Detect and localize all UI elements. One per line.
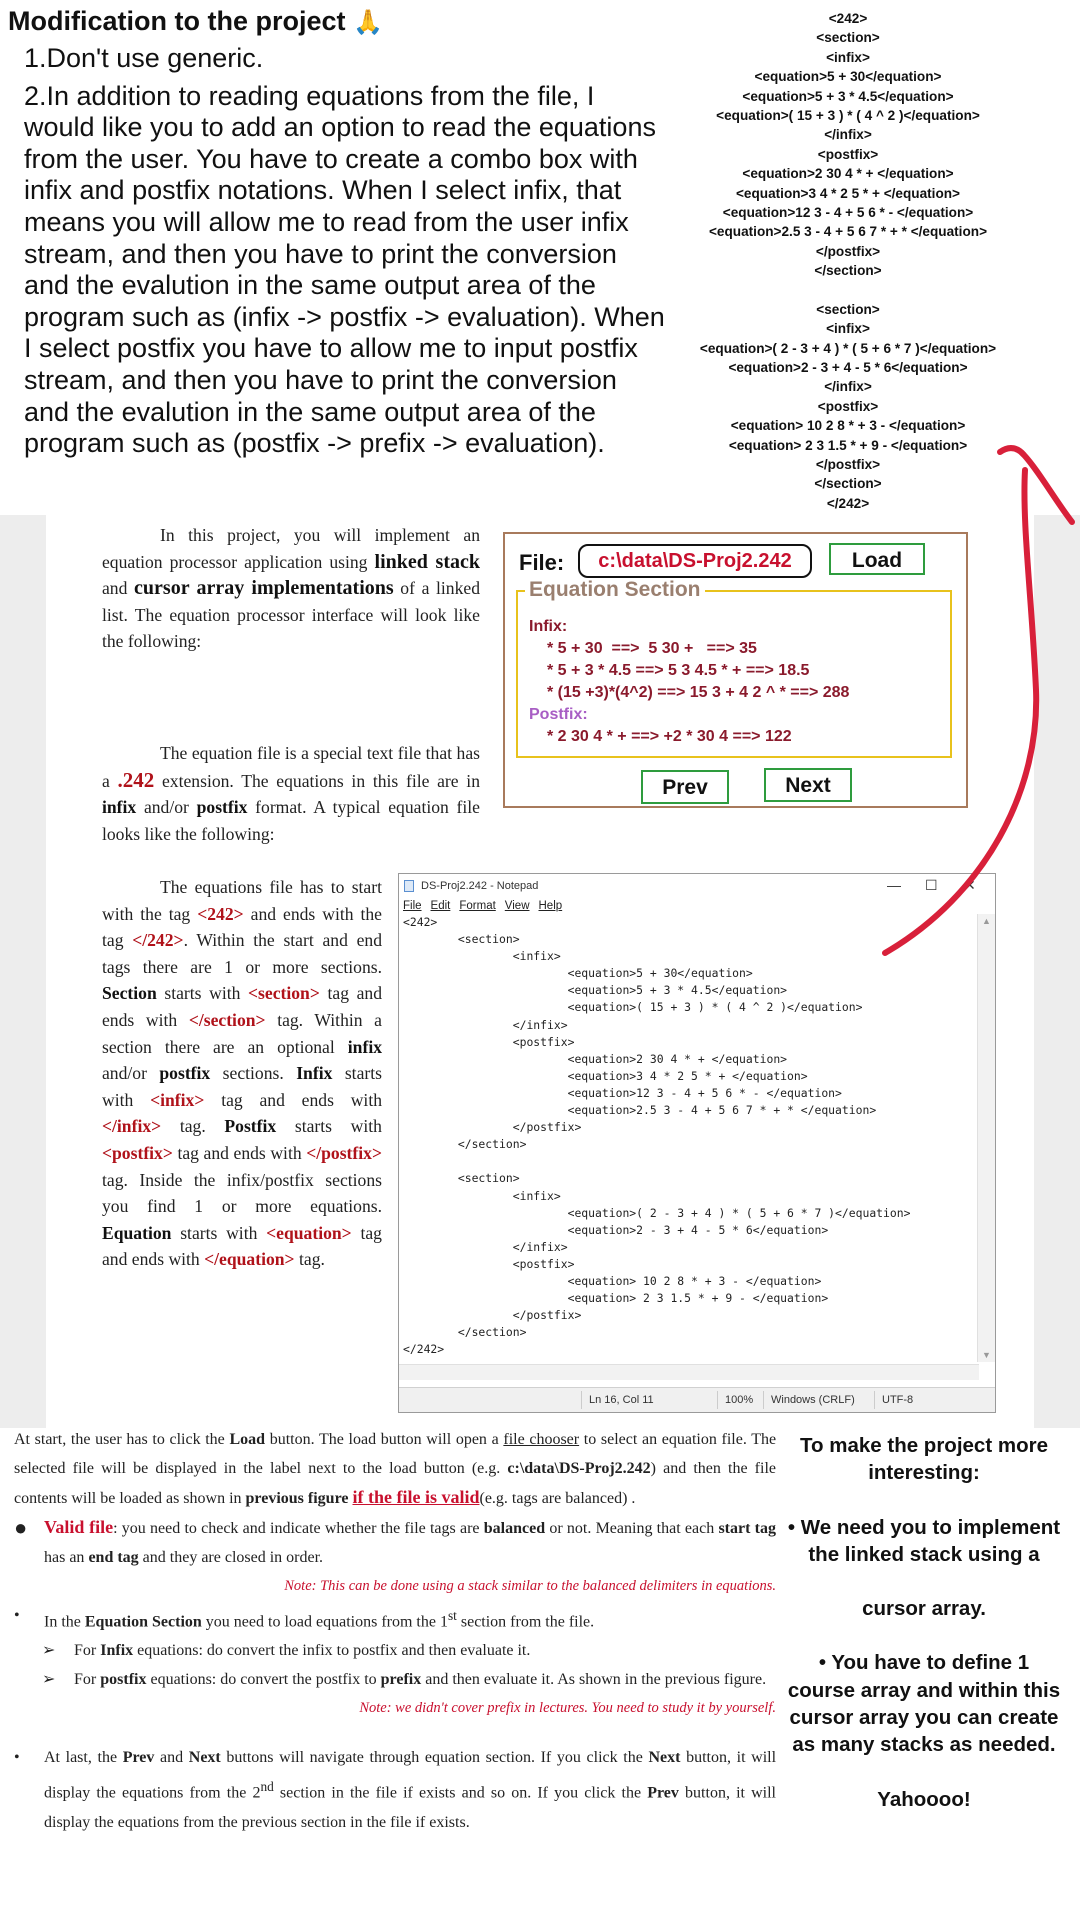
- xml-line: <equation>( 15 + 3 ) * ( 4 ^ 2 )</equation>: [716, 107, 980, 123]
- xml-line: <equation> 10 2 8 * + 3 - </equation>: [730, 418, 966, 434]
- notepad-line: <infix>: [403, 1188, 561, 1203]
- maximize-icon[interactable]: ☐: [925, 877, 938, 893]
- notepad-line: </postfix>: [403, 1308, 582, 1323]
- status-encoding: UTF-8: [882, 1394, 914, 1406]
- postfix-header: Postfix:: [529, 706, 588, 723]
- notepad-line: </section>: [403, 1137, 527, 1152]
- xml-line: <section>: [816, 301, 880, 317]
- instructions: [14, 1425, 776, 1837]
- xml-line: </postfix>: [815, 456, 881, 472]
- notepad-titlebar: [399, 874, 995, 898]
- notepad-line: <section>: [403, 932, 520, 947]
- notepad-line: <242>: [403, 915, 438, 929]
- status-position: Ln 16, Col 11: [589, 1394, 654, 1406]
- notepad-line: <equation>( 15 + 3 ) * ( 4 ^ 2 )</equation>: [403, 1000, 863, 1015]
- xml-line: <equation>( 2 - 3 + 4 ) * ( 5 + 6 * 7 )</equation>: [699, 340, 997, 356]
- requirement-item: 2.In addition to reading equations from the file, I would like you to add an option to read the equations from the user. You have to create a combo box with infix and postfix notations. When I select infix, that means you will allow me to read from the user infix stream, and then you have to print the conversion and the evalution in the same output area of the program such as (infix -> postfix -> evaluation). When I select postfix you have to allow me to input postfix stream, and then you have to print the conversion and the evalution in the same output area of the program such as (postfix -> prefix -> evaluation).: [24, 80, 665, 459]
- notepad-line: <equation>2.5 3 - 4 + 5 6 7 * + * </equation>: [403, 1103, 877, 1118]
- xml-line: <postfix>: [817, 398, 879, 414]
- requirements-list: [8, 43, 668, 460]
- xml-line: <section>: [816, 30, 880, 46]
- equation-section-title: Equation Section: [525, 578, 705, 602]
- notepad-line: <equation>( 2 - 3 + 4 ) * ( 5 + 6 * 7 )</equation>: [403, 1205, 911, 1220]
- sub-bullet-postfix: ➢ For postfix equations: do convert the postfix to prefix and then evaluate it. As shown in the previous figure.: [42, 1671, 767, 1689]
- notepad-line: </postfix>: [403, 1120, 582, 1135]
- infix-line: * 5 + 3 * 4.5 ==> 5 3 4.5 * + ==> 18.5: [547, 662, 810, 679]
- xml-line: <equation>5 + 3 * 4.5</equation>: [742, 88, 954, 104]
- notepad-line: </infix>: [403, 1017, 568, 1032]
- bonus-line: cursor array.: [862, 1597, 986, 1621]
- xml-line: <equation>2 - 3 + 4 - 5 * 6</equation>: [728, 360, 968, 376]
- note-stack: Note: This can be done using a stack similar to the balanced delimiters in equations.: [284, 1578, 776, 1594]
- notepad-window: [398, 873, 996, 1413]
- xml-line: </section>: [814, 263, 882, 279]
- bonus-note: [786, 1432, 1062, 1813]
- notepad-text-area[interactable]: [403, 914, 975, 1358]
- bullet-valid-file: ● Valid file: you need to check and indicate whether the file tags are balanced or not. Meaning that each start tag has an end tag and they are closed in order.: [14, 1515, 776, 1566]
- xml-line: </infix>: [824, 127, 872, 143]
- xml-line: [672, 280, 1024, 299]
- minimize-icon[interactable]: —: [887, 877, 901, 893]
- xml-line: <equation> 2 3 1.5 * + 9 - </equation>: [728, 437, 968, 453]
- notepad-line: <equation>3 4 * 2 5 * + </equation>: [403, 1068, 808, 1083]
- bonus-line: • You have to define 1 course array and within this cursor array you can create as many stacks as needed.: [787, 1651, 1061, 1757]
- notepad-menubar: [403, 900, 571, 912]
- intro-paragraph: In this project, you will implement an equation processor application using linked stack and cursor array implementations of a linked list. The equation processor interface will look like the following:: [102, 525, 480, 652]
- bullet-equation-section: • In the Equation Section you need to load equations from the 1st section from the file.: [14, 1607, 595, 1631]
- bonus-line: Yahoooo!: [877, 1787, 971, 1811]
- notepad-icon: [404, 880, 414, 892]
- xml-line: <equation>5 + 30</equation>: [754, 69, 942, 85]
- infix-line: * (15 +3)*(4^2) ==> 15 3 + 4 2 ^ * ==> 288: [547, 684, 850, 701]
- pray-icon: 🙏: [353, 9, 383, 36]
- file-format-paragraph: The equation file is a special text file that has a .242 extension. The equations in this file are in infix and/or postfix format. A typical equation file looks like the following:: [102, 743, 480, 844]
- note-prefix: Note: we didn't cover prefix in lectures. You need to study it by yourself.: [359, 1700, 776, 1717]
- notepad-line: </242>: [403, 1342, 445, 1357]
- menu-file[interactable]: File: [403, 900, 422, 912]
- sub-bullet-infix: ➢ For Infix equations: do convert the infix to postfix and then evaluate it.: [42, 1642, 531, 1660]
- bullet-navigation: • At last, the Prev and Next buttons will navigate through equation section. If you click the Next button, it will display the equations from the 2nd section in the file if exists and so on. If you click the Prev button, it will display the equations from the previous section in the file if exists.: [14, 1749, 777, 1831]
- xml-line: </section>: [814, 476, 882, 492]
- notepad-line: <equation>2 - 3 + 4 - 5 * 6</equation>: [403, 1222, 829, 1237]
- notepad-line: <section>: [403, 1171, 520, 1186]
- infix-header: Infix:: [529, 618, 568, 635]
- xml-line: <postfix>: [817, 146, 879, 162]
- notepad-line: <equation>5 + 30</equation>: [403, 966, 753, 981]
- horizontal-scrollbar[interactable]: [399, 1364, 979, 1380]
- notepad-line: <equation> 10 2 8 * + 3 - </equation>: [403, 1273, 822, 1288]
- status-eol: Windows (CRLF): [771, 1394, 855, 1406]
- menu-format[interactable]: Format: [459, 900, 496, 912]
- scroll-up-icon[interactable]: ▲: [982, 916, 991, 926]
- notepad-title: DS-Proj2.242 - Notepad: [421, 880, 539, 892]
- equation-output: [529, 616, 849, 748]
- notepad-line: <postfix>: [403, 1034, 575, 1049]
- xml-line: <equation>12 3 - 4 + 5 6 * - </equation>: [722, 204, 974, 220]
- notepad-line: <equation>5 + 3 * 4.5</equation>: [403, 983, 788, 998]
- file-label: File:: [519, 550, 565, 575]
- vertical-scrollbar[interactable]: [977, 914, 995, 1362]
- xml-line: <infix>: [826, 49, 870, 65]
- notepad-line: </section>: [403, 1325, 527, 1340]
- bonus-line: To make the project more interesting:: [800, 1434, 1048, 1485]
- notepad-statusbar: [399, 1387, 995, 1412]
- xml-line: </242>: [826, 495, 870, 511]
- xml-line: <equation>2.5 3 - 4 + 5 6 7 * + * </equation>: [708, 224, 988, 240]
- notepad-line: <equation> 2 3 1.5 * + 9 - </equation>: [403, 1291, 829, 1306]
- menu-edit[interactable]: Edit: [430, 900, 451, 912]
- status-zoom: 100%: [725, 1394, 754, 1406]
- notepad-line: <equation>12 3 - 4 + 5 6 * - </equation>: [403, 1085, 842, 1100]
- load-button[interactable]: Load: [829, 543, 925, 575]
- prev-button[interactable]: Prev: [641, 770, 729, 804]
- equation-processor-mockup: [503, 532, 968, 808]
- notepad-line: <equation>2 30 4 * + </equation>: [403, 1051, 788, 1066]
- xml-line: <equation>3 4 * 2 5 * + </equation>: [735, 185, 960, 201]
- modification-title: Modification to the project 🙏: [8, 6, 383, 36]
- tags-paragraph: The equations file has to start with the tag <242> and ends with the tag </242>. Within the start and end tags there are 1 or more sections. Section starts with <section> tag and ends with </section> tag. Within a section there are an optional infix and/or postfix sections. Infix starts with <infix> tag and ends with </infix> tag. Postfix starts with <postfix> tag and ends with </postfix> tag. Inside the infix/postfix sections you find 1 or more equations. Equation starts with <equation> tag and ends with </equation> tag.: [102, 877, 383, 1270]
- xml-line: </infix>: [824, 379, 872, 395]
- xml-line: </postfix>: [815, 243, 881, 259]
- notepad-line: [403, 1153, 975, 1170]
- close-icon[interactable]: ✕: [964, 877, 976, 893]
- scroll-down-icon[interactable]: ▼: [982, 1350, 991, 1360]
- notepad-line: </infix>: [403, 1239, 568, 1254]
- menu-help[interactable]: Help: [538, 900, 563, 912]
- xml-sample: [672, 9, 1024, 513]
- xml-line: <equation>2 30 4 * + </equation>: [742, 166, 954, 182]
- requirements-block: [8, 6, 668, 466]
- xml-line: <infix>: [826, 321, 870, 337]
- menu-view[interactable]: View: [504, 900, 530, 912]
- bonus-line: • We need you to implement the linked stack using a: [787, 1515, 1061, 1566]
- next-button[interactable]: Next: [764, 768, 852, 802]
- notepad-line: <infix>: [403, 949, 561, 964]
- infix-line: * 5 + 30 ==> 5 30 + ==> 35: [547, 640, 757, 657]
- file-path-label: c:\data\DS-Proj2.242: [578, 544, 812, 578]
- notepad-line: <postfix>: [403, 1256, 575, 1271]
- requirement-item: 1.Don't use generic.: [24, 43, 264, 73]
- postfix-line: * 2 30 4 * + ==> +2 * 30 4 ==> 122: [547, 728, 792, 745]
- xml-line: <242>: [828, 11, 868, 26]
- instruction-paragraph: At start, the user has to click the Load button. The load button will open a file chooser to select an equation file. The selected file will be displayed in the label next to the load button (e.g. c:\data\DS-Proj2.242) and then the file contents will be loaded as shown in previous figure if the file is valid(e.g. tags are balanced) .: [14, 1431, 777, 1507]
